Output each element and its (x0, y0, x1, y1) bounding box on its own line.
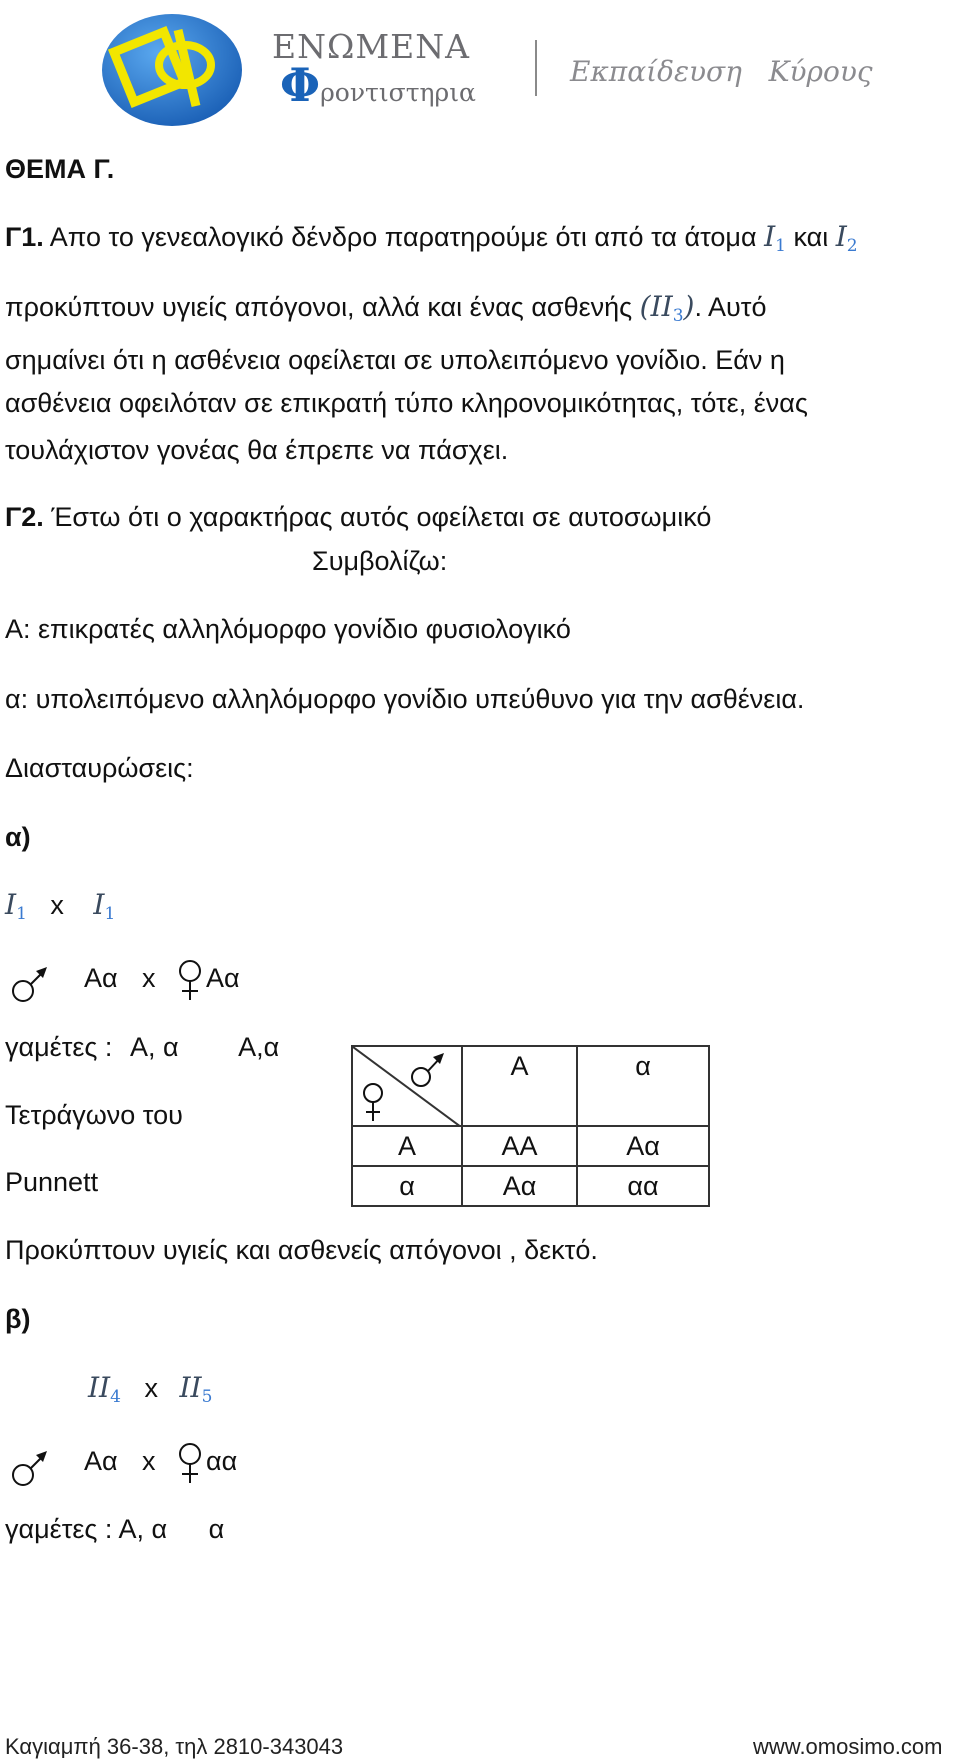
var-ii3 (639, 290, 695, 326)
cross-a-parent-2-sub: 1 (104, 904, 116, 924)
cross-b-male-genotype: Αα (84, 1446, 118, 1476)
g1-line-2 (5, 290, 766, 333)
cross-b-gametes-male: Α, α (118, 1514, 168, 1544)
var-i1-base: I (764, 220, 776, 253)
cross-b-gametes-female: α (208, 1514, 225, 1544)
punnett-corner (352, 1046, 462, 1126)
g1-text-2b: . Αυτό (694, 292, 767, 322)
g1-line-1 (5, 220, 858, 263)
cross-a-parent-2-base: I (93, 888, 105, 921)
g1-line-3: σημαίνει ότι η ασθένεια οφείλεται σε υπολειπόμενο γονίδιο. Εάν η (5, 345, 785, 375)
punnett-row-header-1: Α (352, 1126, 462, 1166)
cross-a-x-2: x (142, 963, 156, 993)
punnett-corner-diagonal (353, 1047, 461, 1127)
brand-rest: ροντιστηρια (320, 78, 476, 107)
var-i1-sub: 1 (775, 236, 786, 256)
var-i2-sub: 2 (846, 236, 858, 256)
var-ii3-sub: 3 (672, 306, 684, 326)
g2-line-1 (5, 500, 711, 534)
cross-b-label: β) (5, 1304, 31, 1334)
cross-b-parent-2-sub: 5 (201, 1387, 213, 1407)
punnett-cell-1-1: ΑΑ (462, 1126, 577, 1166)
var-ii3-close: ) (683, 290, 695, 323)
tagline-word-2: Κύρους (768, 55, 873, 88)
cross-a-parent-1-sub: 1 (16, 904, 27, 924)
cross-a-gametes (5, 1030, 279, 1064)
cross-b-x: x (144, 1373, 158, 1403)
male-symbol-icon (10, 1447, 50, 1489)
punnett-col-header-2: α (577, 1046, 709, 1126)
cross-a-conclusion: Προκύπτουν υγιείς και ασθενείς απόγονοι , δεκτό. (5, 1235, 598, 1265)
cross-a-parents (5, 888, 115, 931)
header-logo (100, 10, 873, 125)
cross-b-parent-2 (179, 1371, 213, 1407)
g1-text-1: Απο το γενεαλογικό δένδρο παρατηρούμε ότι από τα άτομα (43, 222, 765, 252)
punnett-square (351, 1045, 710, 1207)
g1-text-2: προκύπτουν υγιείς απόγονοι, αλλά και ένας ασθενής (5, 292, 640, 322)
cross-b-parent-1-base: II (88, 1371, 111, 1404)
cross-a-gametes-label: γαμέτες : (5, 1032, 113, 1062)
male-symbol-icon (10, 963, 50, 1005)
footer-address: Καγιαμπή 36-38, τηλ 2810-343043 (5, 1734, 344, 1759)
cross-a-parent-2 (93, 888, 116, 924)
cross-b-parent-1-sub: 4 (110, 1387, 121, 1407)
dominant-allele-def: Α: επικρατές αλληλόμορφο γονίδιο φυσιολογικό (5, 614, 571, 644)
cross-b-parent-2-base: II (179, 1371, 202, 1404)
brand-title: ΕΝΩΜΕΝΑ (272, 27, 470, 66)
punnett-row-2 (352, 1166, 709, 1206)
cross-a-parent-1-base: I (5, 888, 17, 921)
tagline (570, 55, 873, 88)
punnett-cell-1-2: Αα (577, 1126, 709, 1166)
punnett-col-header-1: Α (462, 1046, 577, 1126)
var-i1 (764, 220, 786, 256)
recessive-allele-def: α: υπολειπόμενο αλληλόμορφο γονίδιο υπεύθυνο για την ασθένεια. (5, 684, 805, 714)
var-ii3-base: (II (639, 290, 673, 323)
punnett-label-2: Punnett (5, 1167, 99, 1197)
brand-subtitle (280, 58, 476, 112)
cross-b-parents (88, 1371, 212, 1414)
g2-text-1: Έστω ότι ο χαρακτήρας αυτός οφείλεται σε αυτοσωμικό (43, 502, 712, 532)
var-i2 (835, 220, 858, 256)
cross-a-x: x (50, 890, 64, 920)
cross-b-x-2: x (142, 1446, 156, 1476)
cross-a-male-genotype: Αα (84, 963, 118, 993)
punnett-row-1 (352, 1126, 709, 1166)
cross-a-label: α) (5, 822, 31, 852)
cross-b-gametes-label: γαμέτες : (5, 1514, 113, 1544)
cross-b-female-genotype: αα (206, 1446, 238, 1476)
section-heading: ΘΕΜΑ Γ. (5, 154, 115, 184)
cross-a-parent-1 (5, 888, 27, 924)
brand-initial: Φ (280, 58, 321, 112)
female-symbol-icon (177, 1441, 203, 1485)
punnett-cell-2-1: Αα (462, 1166, 577, 1206)
female-symbol-icon (177, 958, 203, 1002)
g2-label: Γ2. (5, 502, 44, 532)
cross-b-parent-1 (88, 1371, 121, 1407)
cross-a-gametes-female: Α,α (238, 1032, 280, 1062)
g1-line-4: ασθένεια οφειλόταν σε επικρατή τύπο κληρονομικότητας, τότε, ένας (5, 388, 808, 418)
cross-b-gametes (5, 1512, 224, 1546)
cross-a-gametes-male: Α, α (129, 1032, 179, 1062)
crosses-label: Διασταυρώσεις: (5, 753, 194, 783)
punnett-cell-2-2: αα (577, 1166, 709, 1206)
var-i2-base: I (835, 220, 847, 253)
logo-circle-icon (100, 10, 248, 128)
g1-kai: και (785, 222, 836, 252)
tagline-word-1: Εκπαίδευση (570, 55, 742, 88)
punnett-label-1: Τετράγωνο του (5, 1100, 183, 1130)
cross-a-female-genotype: Αα (206, 963, 240, 993)
g2-line-2: Συμβολίζω: (312, 546, 448, 576)
footer-website[interactable]: www.omosimo.com (753, 1734, 943, 1759)
punnett-row-header-2: α (352, 1166, 462, 1206)
punnett-header-row (352, 1046, 709, 1126)
g1-line-5: τουλάχιστον γονέας θα έπρεπε να πάσχει. (5, 435, 509, 465)
g1-label: Γ1. (5, 222, 44, 252)
brand-divider (535, 40, 537, 96)
